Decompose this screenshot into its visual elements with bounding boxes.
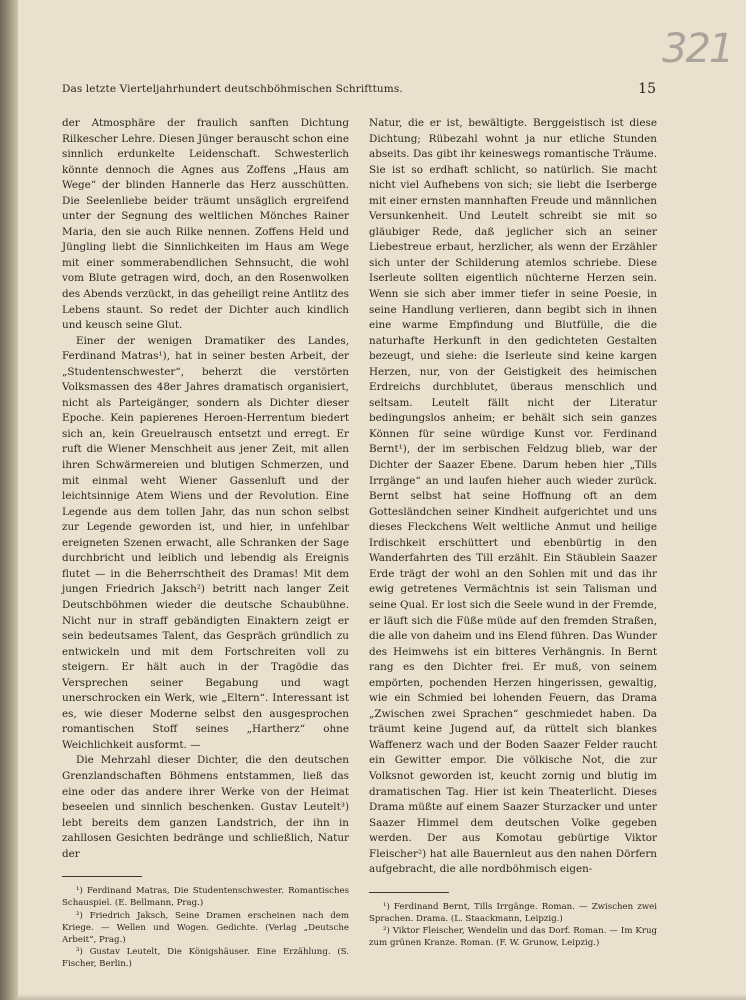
page-binding-edge	[0, 0, 18, 1000]
page-number: 15	[638, 81, 656, 97]
paragraph: Die Mehrzahl dieser Dichter, die den deutschen Grenzlandschaften Böhmens entstammen, ließ das eine oder das andere ihrer Werke von der Heimat beseelen und sinnlich beschenken. Gustav Leutelt³) lebt bereits dem ganzen Landstrich, der ihn in zahllosen Gesichten bedränge und schließlich, Natur der	[62, 754, 349, 860]
footnote-divider	[369, 892, 449, 893]
left-column	[62, 116, 349, 996]
footnote: ²) Friedrich Jaksch, Seine Dramen erscheinen nach dem Kriege. — Wellen und Wogen. Gedichte. (Verlag „Deutsche Arbeit“, Prag.)	[62, 910, 349, 946]
pencil-page-annotation: 321	[662, 26, 733, 72]
page-header	[62, 83, 656, 99]
footnote: ³) Gustav Leutelt, Die Königshäuser. Eine Erzählung. (S. Fischer, Berlin.)	[62, 947, 349, 970]
footnote: ¹) Ferdinand Matras, Die Studentenschwester. Romantisches Schauspiel. (E. Bellmann, Prag.)	[62, 886, 349, 909]
paragraph: der Atmosphäre der fraulich sanften Dichtung Rilkescher Lehre. Diesen Jünger berauscht schon eine sinnlich erdunkelte Leidenschaft. Schwesterlich könnte dennoch die Agnes aus Zoffens „Haus am Wege“ der blinden Hannerle das Herz ausschütten. Die Seelenliebe beider träumt unsäglich ergreifend unter der Segnung des weltlichen Mönches Rainer Maria, den sie auch Rilke nennen. Zoffens Held und Jüngling liebt die Sinnlichkeiten im Haus am Wege mit einer sommerabendlichen Sehnsucht, die wohl vom Blute getragen wird, doch, an den Rosenwolken des Abends verzückt, in das geheiligt reine Antlitz des Lebens staunt. So redet der Dichter auch kindlich und keusch seine Glut.	[62, 117, 349, 332]
footnote: ¹) Ferdinand Bernt, Tills Irrgänge. Roman. — Zwischen zwei Sprachen. Drama. (L. Staackmann, Leipzig.)	[369, 901, 657, 924]
right-column	[369, 116, 657, 996]
page-bottom-shadow	[18, 994, 746, 1000]
paragraph: Natur, die er ist, bewältigte. Berggeistisch ist diese Dichtung; Rübezahl wohnt ja nur etliche Stunden abseits. Das gibt ihr keineswegs romantische Träume. Sie ist so erdhaft schlicht, so natürlich. Sie macht nicht viel Aufhebens von sich; sie liebt die Iserberge mit einer ernsten mannhaften Freude und männlichen Versunkenheit. Und Leutelt schreibt sie mit so gläubiger Rede, daß jeglicher sich an seiner Liebestreue erbaut, herzlicher, als wenn der Erzähler sich unter der Schilderung atemlos schriebe. Diese Iserleute sollten eigentlich nüchterne Herzen sein. Wenn sie sich aber immer tiefer in seine Poesie, in seine Handlung verlieren, dann begibt sich in ihnen eine warme Empfindung und Blutfülle, die die naturhafte Herkunft in den gedichteten Gestalten bezeugt, und siehe: die Iserleute sind keine kargen Herzen, nur, von der Geistigkeit des heimischen Erdreichs durchblutet, überaus menschlich und seltsam. Leutelt fällt nicht der Literatur bedingungslos anheim; er behält sich sein ganzes Können für seine würdige Kunst vor. Ferdinand Bernt¹), der im serbischen Feldzug blieb, war der Dichter der Saazer Ebene. Darum heben hier „Tills Irrgänge“ an und laufen hieher auch wieder zurück. Bernt selbst hat seine Hoffnung oft an dem Gottesländchen seiner Kindheit aufgerichtet und uns dieses Fleckchens Welt weltliche Anmut und heilige Irdischkeit erschüttert und ebenbürtig in den Wanderfahrten des Till erzählt. Ein Stäublein Saazer Erde trägt der wohl an den Sohlen mit und das ihr ewig getretenes Vermächtnis ist sein Talisman und seine Qual. Er lost sich die Seele wund in der Fremde, er läuft sich die Füße müde auf den fremden Straßen, die alle von daheim und ins Elend führen. Das Wunder des Heimwehs ist ein bitteres Verhängnis. In Bernt rang es den Dichter frei. Er muß, von seinem empörten, pochenden Herzen hingerissen, gewaltig, wie ein Schmied bei lohenden Feuern, das Drama „Zwischen zwei Sprachen“ geschmiedet haben. Da träumt keine Jugend auf, da rüttelt sich blankes Waffenerz wach und der Boden Saazer Felder raucht ein Gewitter empor. Die völkische Not, die zur Volksnot geworden ist, keucht zornig und blutig im dramatischen Tag. Hier ist kein Theaterlicht. Dieses Drama müßte auf einem Saazer Sturzacker und unter Saazer Himmel dem deutschen Volke gegeben werden. Der aus Komotau gebürtige Viktor Fleischer²) hat alle Bauernleut aus den nahen Dörfern aufgebracht, die alle nordböhmisch eigen-	[369, 117, 657, 876]
footnote: ²) Viktor Fleischer, Wendelin und das Dorf. Roman. — Im Krug zum grünen Kranze. Roman. (F. W. Grunow, Leipzig.)	[369, 926, 657, 949]
running-title: Das letzte Vierteljahrhundert deutschböhmischen Schrifttums.	[62, 83, 403, 95]
footnote-divider	[62, 876, 142, 877]
paragraph: Einer der wenigen Dramatiker des Landes, Ferdinand Matras¹), hat in seiner besten Arbeit, der „Studentenschwester“, beherzt die verstörten Volksmassen des 48er Jahres dramatisch organisiert, nicht als Parteigänger, sondern als Dichter dieser Epoche. Kein papierenes Heroen-Herrentum biedert sich an, kein Greuelrausch entsetzt und erregt. Er ruft die Wiener Menschheit aus jener Zeit, mit allen ihren Schwärmereien und blutigen Schmerzen, und mit einmal weht Wiener Gassenluft und der leichtsinnige Atem Wiens und der Revolution. Eine Legende aus dem tollen Jahr, das nun schon selbst zur Legende geworden ist, und hier, in unfehlbar ereigneten Szenen erwacht, alle Schranken der Sage durchbricht und leiblich und lebendig als Ereignis flutet — in die Beherrschtheit des Dramas! Mit dem jungen Friedrich Jaksch²) betritt nach langer Zeit Deutschböhmen wieder die deutsche Schaubühne. Nicht nur in straff gebändigten Einaktern zeigt er sein bedeutsames Talent, das Gespräch gründlich zu entwickeln und mit dem Fortschreiten voll zu steigern. Er hält auch in der Tragödie das Versprechen seiner Begabung und wagt unerschrocken ein Werk, wie „Eltern“. Interessant ist es, wie dieser Moderne selbst den ausgesprochen romantischen Stoff seines „Hartherz“ ohne Weichlichkeit ausformt. —	[62, 334, 349, 751]
